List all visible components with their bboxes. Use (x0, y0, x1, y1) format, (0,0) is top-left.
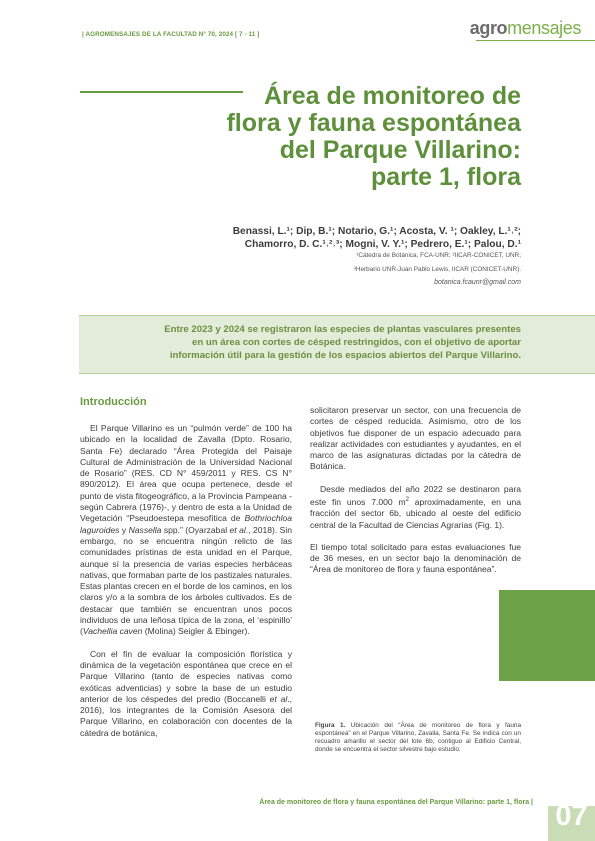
page-number: 07 (555, 800, 588, 832)
title-line-2: flora y fauna espontánea (226, 109, 521, 137)
et-al: et al (229, 524, 246, 535)
title-line-3: del Parque Villarino: (279, 136, 521, 164)
body-column-2 (310, 405, 521, 576)
text-run: (Molina) Seigler & Ebinger). (142, 626, 250, 637)
paragraph-2 (80, 649, 292, 739)
running-footer: Área de monitoreo de flora y fauna espontánea del Parque Villarino: parte 1, flora | (259, 799, 533, 806)
abstract-text (101, 323, 521, 362)
paragraph-3: solicitaron preservar un sector, con una frecuencia de cortes de césped reducida. Asimismo, otro de los objetivos fue disponer de un espacio adecuado para realizar actividades con estudiantes y ayudantes, en el marco de las asignaturas dictadas por la cátedra de Botánica. (310, 405, 521, 472)
text-run: y (119, 524, 129, 535)
text-run: ., 2018). Sin embargo, no se encuentra ningún relicto de las comunidades prístinas de esta unidad en el Parque, aunque sí la presencia de varias especies herbáceas nativas, que formaban parte de los pastizales naturales. Estas plantas crecen en el borde de los caminos, en los claros y/o a la sombra de los árboles cultivados. Es de destacar que también se encuentran unos pocos individuos de una leñosa típica de la zona, el ‘espinillo’ ( (80, 524, 293, 637)
paragraph-gap (80, 638, 292, 649)
figure-1-image (499, 590, 595, 681)
affiliation-2: ³Herbario UNR-Juan Pablo Lewis, IICAR (CONICET-UNR). (353, 266, 521, 273)
figure-caption-text: Ubicación del “Área de monitoreo de flora y fauna espontánea” en el Parque Villarino, Zavalla, Santa Fe. Se indica con un recuadro amarillo el sector del lote 6b, contiguo al Edificio Central, donde se encuentra el sector silvestre bajo estudio. (315, 722, 521, 753)
et-al: et al (269, 693, 288, 704)
section-heading-introduction: Introducción (80, 396, 147, 408)
text-run: aproximadamente, en una fracción del sector 6b, ubicado al oeste del edificio central de la Facultad de Ciencias Agrarias (Fig. 1). (310, 496, 521, 530)
body-column-1 (80, 423, 292, 739)
logo-bold-text: agro (469, 18, 508, 38)
text-run: El Parque Villarino es un “pulmón verde” de 100 ha ubicado en la localidad de Zavalla (Dpto. Rosario, Santa Fe) declarado “Área Protegida del Paisaje Cultural de Administración de la Universidad Nacional de Rosario” (RES. CD N° 459/2011 y RES. CS N° 890/2012). El área que ocupa pertenece, desde el punto de vista fitogeográfico, a la Provincia Pampeana -según Cabrera (1976)-, y dentro de esta a la Unidad de Vegetación “Pseudoestepa mesofítica de (80, 423, 292, 524)
figure-label: Figura 1. (315, 722, 346, 729)
text-run: ., 2016), los integrantes de la Comisión Asesora del Parque Villarino, en colaboración con docentes de la cátedra de botánica, (80, 693, 292, 738)
author-line-2: Chamorro, D. C.¹˒²˒³; Mogni, V. Y.¹; Pedrero, E.¹; Palou, D.¹ (244, 239, 521, 250)
genus-name: Nassella (128, 524, 162, 535)
author-line-1: Benassi, L.¹; Dip, B.¹; Notario, G.¹; Acosta, V. ¹; Oakley, L.¹˒²; (232, 226, 521, 237)
journal-header: | AGROMENSAJES DE LA FACULTAD N° 70, 2024 [ 7 - 11 ] (82, 31, 260, 38)
paragraph-gap (310, 473, 521, 484)
abstract-line-2: en un área con cortes de césped restringidos, con el objetivo de aportar (192, 337, 521, 348)
author-list (161, 225, 521, 251)
paragraph-gap (310, 531, 521, 542)
paragraph-1 (80, 423, 292, 638)
species-name: Bothriochloa laguroides (80, 513, 292, 535)
paragraph-5: El tiempo total solicitado para estas evaluaciones fue de 36 meses, en un sector bajo la denominación de “Área de monitoreo de flora y fauna espontánea”. (310, 541, 521, 575)
text-run: Desde mediados del año 2022 se destinaron para este fin unos 7.000 m (310, 483, 521, 507)
text-run: Con el fin de evaluar la composición florística y dinámica de la vegetación espontánea que crece en el Parque Villarino (tanto de especies nativas como exóticas adventicias) y sobre la base de un estudio anterior de los céspedes del predio (Boccanelli (80, 648, 292, 704)
species-name: Vachellia caven (82, 626, 143, 637)
text-run: spp.” (Oyarzabal (161, 524, 230, 535)
logo-light-text: mensajes (507, 18, 581, 38)
logo-underline (476, 40, 595, 41)
affiliation-1: ¹Cátedra de Botánica, FCA-UNR; ²IICAR-CONICET, UNR; (356, 252, 521, 259)
journal-logo (470, 18, 581, 39)
superscript: 2 (405, 497, 409, 504)
abstract-line-1: Entre 2023 y 2024 se registraron las especies de plantas vasculares presentes (164, 324, 521, 335)
abstract-line-3: información útil para la gestión de los espacios abiertos del Parque Villarino. (169, 350, 521, 361)
article-title (191, 83, 521, 191)
title-line-4: parte 1, flora (370, 163, 521, 191)
title-line-1: Área de monitoreo de (264, 82, 521, 110)
paragraph-4 (310, 484, 521, 531)
contact-email[interactable]: botanica.fcaunr@gmail.com (434, 279, 521, 286)
figure-1-caption (315, 722, 521, 754)
